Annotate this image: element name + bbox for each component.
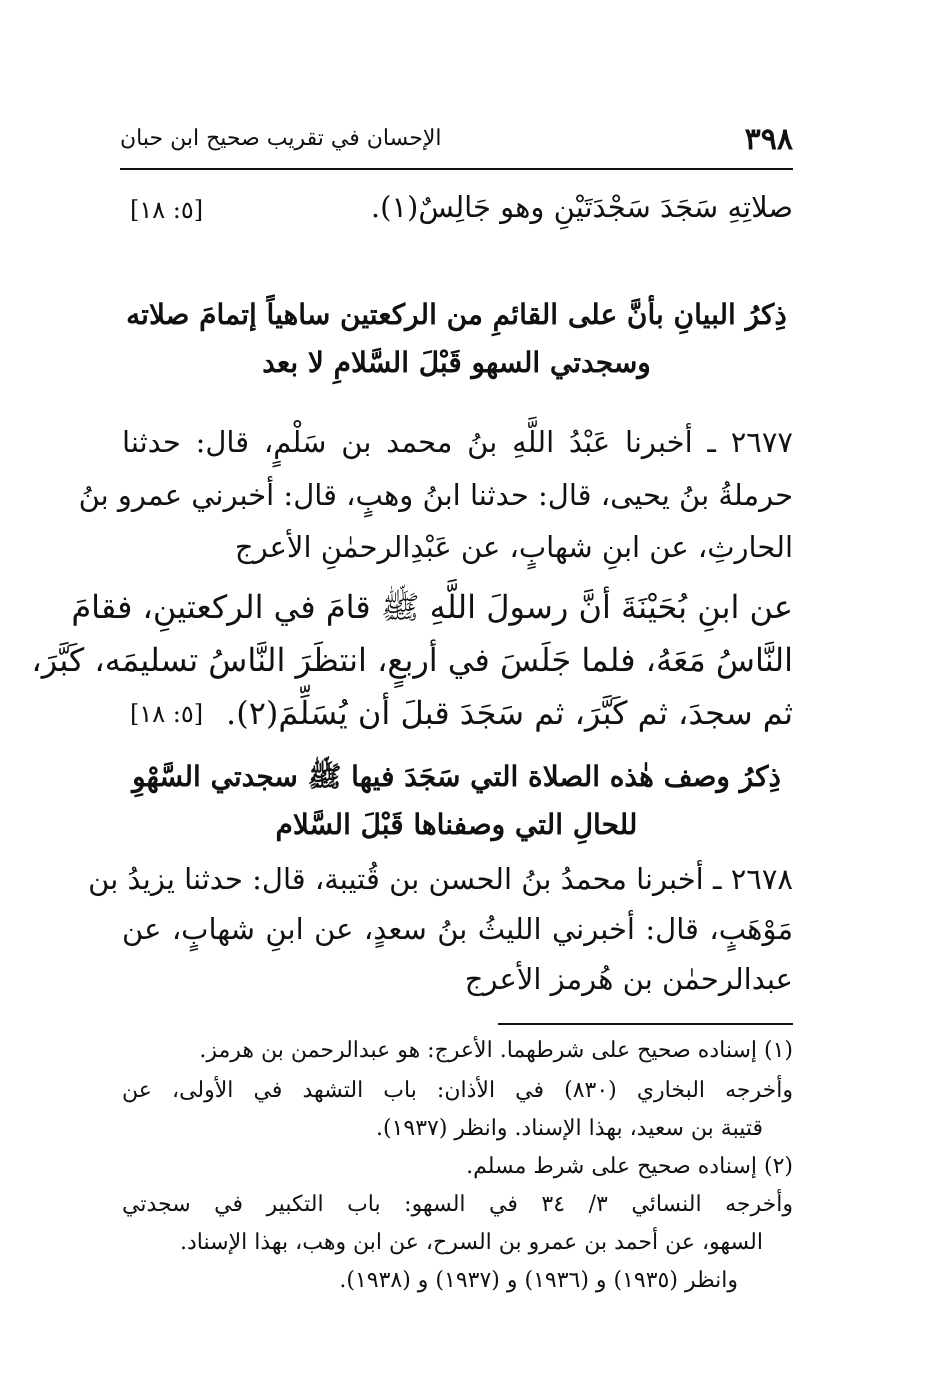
hadith-2677-matn-line-3: ثم سجدَ، ثم كَبَّرَ، ثم سَجَدَ قبلَ أن يُسَلِّمَ(٢). (226, 694, 793, 732)
chapter-heading-line-2: للحالِ التي وصفناها قَبْلَ السَّلام (275, 808, 638, 841)
hadith-2677-matn-line-1: عن ابنِ بُحَيْنَةَ أنَّ رسولَ اللَّهِ ﷺ قامَ في الركعتينِ، فقامَ (71, 588, 793, 626)
running-title: الإحسان في تقريب صحيح ابن حبان (120, 126, 442, 151)
chapter-heading-line-1: ذِكرُ البيانِ بأنَّ على القائمِ من الركعتين ساهياً إتمامَ صلاته (126, 298, 787, 331)
footnote-1-line-1: (١) إسناده صحيح على شرطهما. الأعرج: هو عبدالرحمن بن هرمز. (199, 1038, 793, 1063)
chapter-heading-line-1: ذِكرُ وصف هٰذه الصلاة التي سَجَدَ فيها ﷺ سجدتي السَّهْوِ (132, 760, 781, 793)
footnote-1-line-2: وأخرجه البخاري (٨٣٠) في الأذان: باب التشهد في الأولى، عن (122, 1078, 794, 1103)
footnote-2-line-1: (٢) إسناده صحيح على شرط مسلم. (466, 1154, 793, 1179)
footnote-2-line-3: السهو، عن أحمد بن عمرو بن السرح، عن ابن وهب، بهذا الإسناد. (180, 1230, 763, 1255)
hadith-2678-isnad-line-3: عبدالرحمٰن بن هُرمز الأعرج (464, 962, 793, 996)
reference-marker: [٥: ١٨] (130, 700, 204, 728)
hadith-2678-isnad-line-2: مَوْهَبٍ، قال: أخبرني الليثُ بنُ سعدٍ، عن ابنِ شهابٍ، عن (122, 912, 793, 946)
footnote-1-line-3: قتيبة بن سعيد، بهذا الإسناد. وانظر (١٩٣٧). (375, 1116, 763, 1141)
footnote-2-line-2: وأخرجه النسائي ٣/ ٣٤ في السهو: باب التكبير في سجدتي (122, 1192, 793, 1217)
hadith-2677-isnad-line-2: حرملةُ بنُ يحيى، قال: حدثنا ابنُ وهبٍ، قال: أخبرني عمرو بنُ (78, 478, 793, 512)
hadith-2677-isnad-line-1: ٢٦٧٧ ـ أخبرنا عَبْدُ اللَّهِ بنُ محمد بن سَلْمٍ، قال: حدثنا (122, 425, 793, 459)
footnote-2-line-4: وانظر (١٩٣٥) و (١٩٣٦) و (١٩٣٧) و (١٩٣٨). (339, 1268, 738, 1293)
hadith-2677-matn-line-2: النَّاسُ مَعَهُ، فلما جَلَسَ في أربعٍ، انتظَرَ النَّاسُ تسليمَه، كَبَّرَ، (31, 641, 793, 679)
footnote-separator (498, 1023, 793, 1025)
chapter-heading-line-2: وسجدتي السهو قَبْلَ السَّلامِ لا بعد (262, 346, 651, 379)
header-rule (120, 168, 793, 170)
hadith-2678-isnad-line-1: ٢٦٧٨ ـ أخبرنا محمدُ بنُ الحسن بن قُتيبة، قال: حدثنا يزيدُ بن (88, 862, 793, 896)
page-number: ٣٩٨ (744, 122, 793, 157)
page-header (120, 118, 793, 166)
hadith-2677-isnad-line-3: الحارثِ، عن ابنِ شهابٍ، عن عَبْدِالرحمٰنِ الأعرج (234, 530, 793, 564)
continuation-line: صلاتِهِ سَجَدَ سَجْدَتَيْنِ وهو جَالِسٌ(١). (370, 190, 793, 224)
reference-marker: [٥: ١٨] (130, 196, 204, 224)
